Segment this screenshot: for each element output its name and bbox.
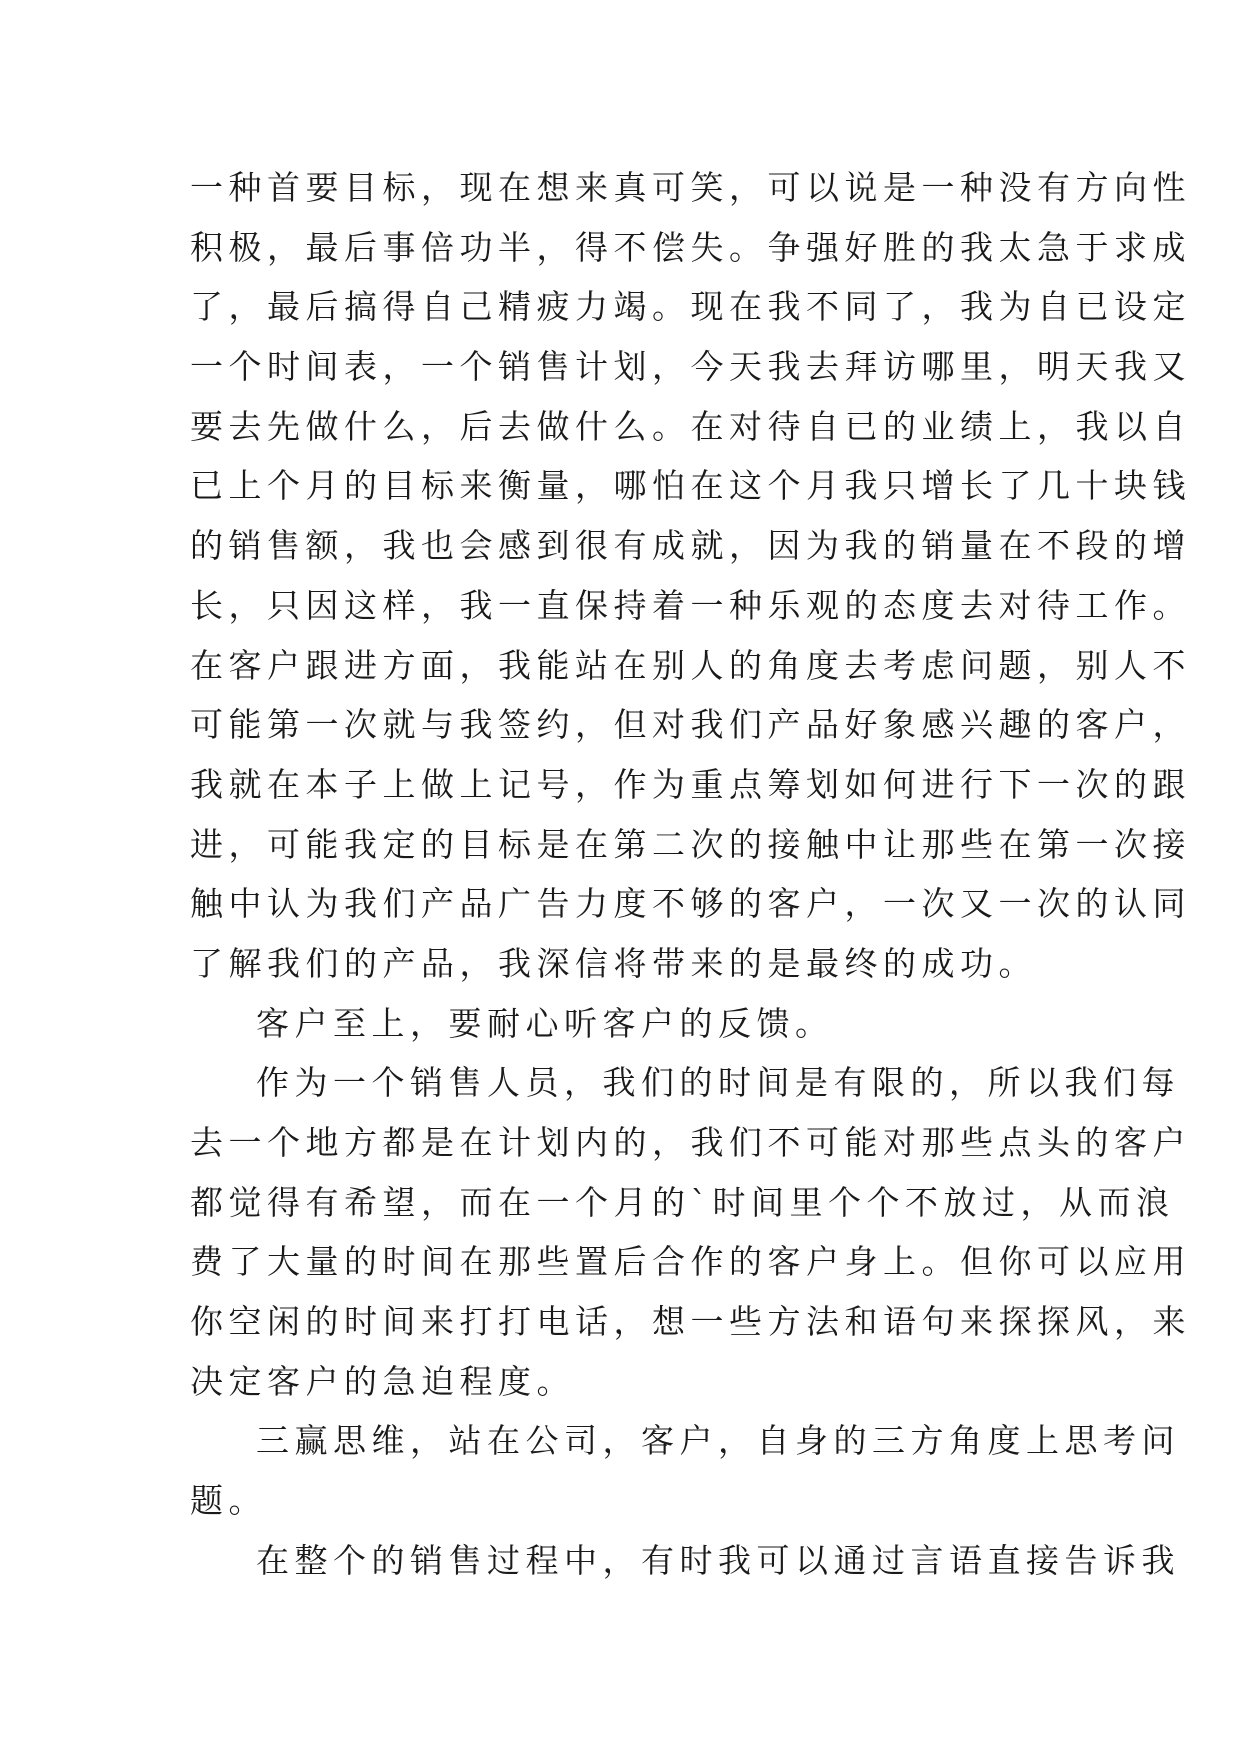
text-line: 触中认为我们产品广告力度不够的客户，一次又一次的认同 bbox=[190, 884, 1191, 924]
text-line: 决定客户的急迫程度。 bbox=[190, 1361, 575, 1401]
text-line: 要去先做什么，后去做什么。在对待自已的业绩上，我以自 bbox=[190, 406, 1191, 446]
text-line: 的销售额，我也会感到很有成就，因为我的销量在不段的增 bbox=[190, 526, 1191, 566]
text-line: 在整个的销售过程中，有时我可以通过言语直接告诉我 bbox=[256, 1540, 1180, 1580]
text-line: 一个时间表，一个销售计划，今天我去拜访哪里，明天我又 bbox=[190, 347, 1191, 387]
text-line: 去一个地方都是在计划内的，我们不可能对那些点头的客户 bbox=[190, 1123, 1191, 1162]
text-line: 都觉得有希望，而在一个月的`时间里个个不放过，从而浪 bbox=[190, 1182, 1175, 1222]
text-line: 我就在本子上做上记号，作为重点筹划如何进行下一次的跟 bbox=[190, 764, 1191, 804]
paragraph-heading: 客户至上，要耐心听客户的反馈。 bbox=[256, 1003, 834, 1043]
text-line: 进，可能我定的目标是在第二次的接触中让那些在第一次接 bbox=[190, 824, 1191, 864]
paragraph-heading: 三赢思维，站在公司，客户，自身的三方角度上思考问 bbox=[256, 1421, 1180, 1461]
text-line: 在客户跟进方面，我能站在别人的角度去考虑问题，别人不 bbox=[190, 645, 1191, 685]
text-line: 你空闲的时间来打打电话，想一些方法和语句来探探风，来 bbox=[190, 1302, 1191, 1342]
text-line: 题。 bbox=[190, 1481, 267, 1521]
text-line: 可能第一次就与我签约，但对我们产品好象感兴趣的客户， bbox=[190, 705, 1191, 745]
text-line: 已上个月的目标来衡量，哪怕在这个月我只增长了几十块钱 bbox=[190, 466, 1191, 506]
text-line: 作为一个销售人员，我们的时间是有限的，所以我们每 bbox=[256, 1063, 1180, 1103]
text-line: 了，最后搞得自己精疲力竭。现在我不同了，我为自已设定 bbox=[190, 287, 1191, 327]
text-line: 了解我们的产品，我深信将带来的是最终的成功。 bbox=[190, 943, 1037, 983]
text-line: 费了大量的时间在那些置后合作的客户身上。但你可以应用 bbox=[190, 1242, 1191, 1282]
text-line: 长，只因这样，我一直保持着一种乐观的态度去对待工作。 bbox=[190, 585, 1191, 625]
text-line: 积极，最后事倍功半，得不偿失。争强好胜的我太急于求成 bbox=[190, 227, 1191, 267]
text-line: 一种首要目标，现在想来真可笑，可以说是一种没有方向性 bbox=[190, 168, 1191, 207]
document-page bbox=[190, 158, 1191, 1591]
